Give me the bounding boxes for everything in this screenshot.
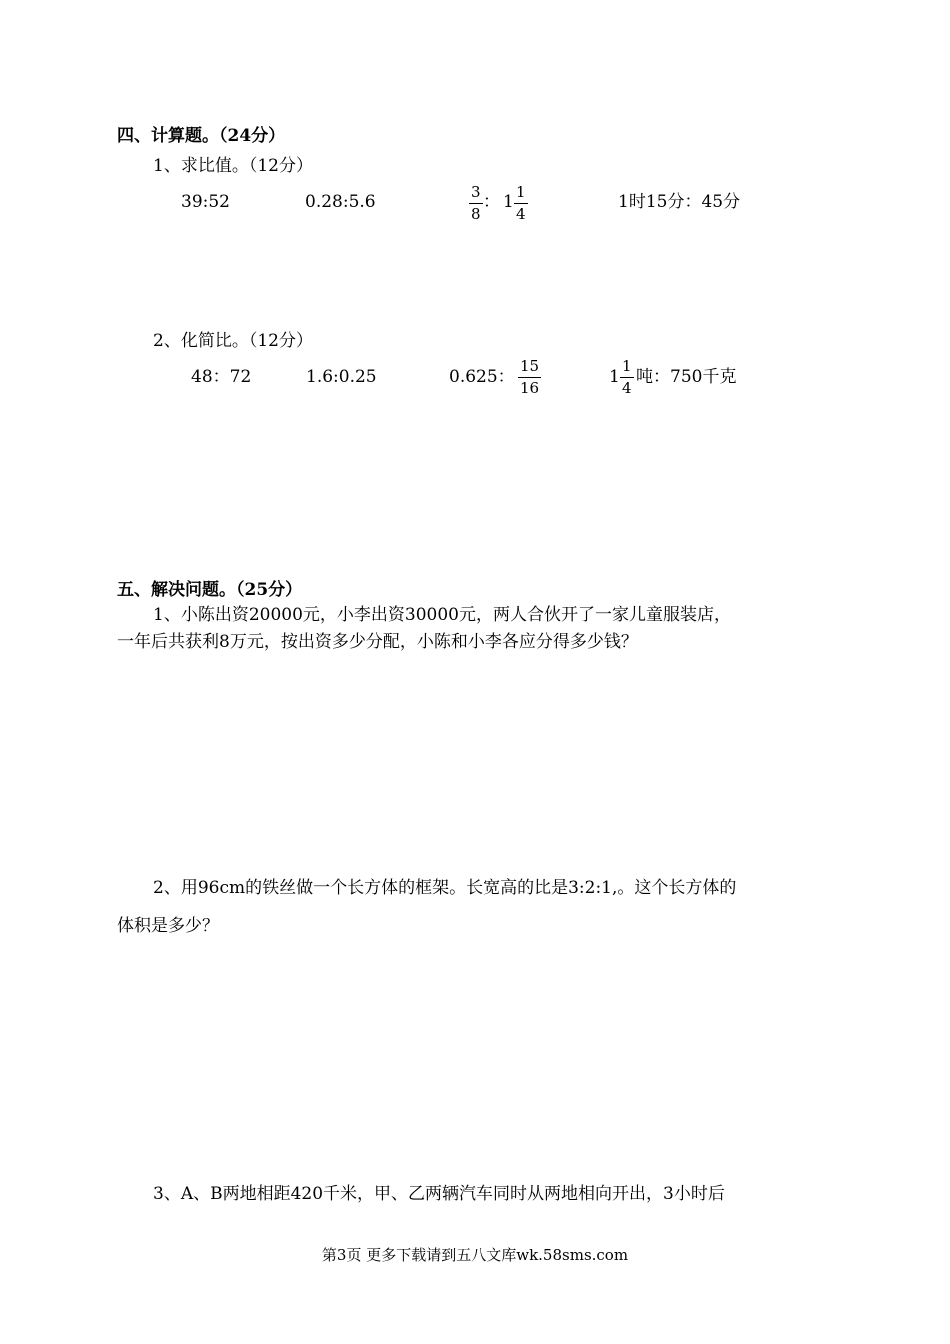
q2-item-d-whole: 1 (609, 367, 620, 387)
fraction-numerator: 1 (620, 359, 634, 378)
problem-1-line-1: 1、小陈出资20000元，小李出资30000元，两人合伙开了一家儿童服装店， (153, 605, 731, 625)
q1-item-d: 1时15分：45分 (618, 192, 741, 212)
q1-label: 1、求比值。（12分） (153, 156, 313, 176)
fraction-denominator: 8 (471, 205, 481, 223)
q1-item-c-whole: 1 (503, 192, 514, 212)
q2-item-c-prefix: 0.625： (449, 367, 515, 387)
q2-item-c-fraction (518, 359, 541, 396)
problem-2-line-1: 2、用96cm的铁丝做一个长方体的框架。长宽高的比是3:2:1,。这个长方体的 (153, 878, 737, 898)
q1-item-a: 39:52 (181, 192, 230, 212)
q2-item-d-fraction (620, 359, 634, 396)
fraction-denominator: 16 (520, 379, 540, 397)
fraction-numerator: 1 (514, 185, 528, 204)
q1-item-c-fraction-1 (469, 185, 483, 222)
fraction-denominator: 4 (516, 205, 526, 223)
q1-item-b: 0.28:5.6 (305, 192, 376, 212)
page-footer: 第3页 更多下载请到五八文库wk.58sms.com (321, 1246, 629, 1264)
problem-3-line-1: 3、A、B两地相距420千米，甲、乙两辆汽车同时从两地相向开出，3小时后 (153, 1184, 725, 1204)
fraction-numerator: 3 (469, 185, 483, 204)
q1-item-c-fraction-2 (514, 185, 528, 222)
problem-1-line-2: 一年后共获利8万元，按出资多少分配，小陈和小李各应分得多少钱？ (117, 632, 638, 652)
q1-item-c-separator: ： (483, 192, 500, 212)
section-5-title: 五、解决问题。（25分） (117, 580, 303, 600)
q2-item-a: 48：72 (191, 367, 252, 387)
q2-label: 2、化简比。（12分） (153, 331, 313, 351)
problem-2-line-2: 体积是多少？ (117, 916, 219, 936)
fraction-numerator: 15 (518, 359, 541, 378)
q2-item-b: 1.6:0.25 (306, 367, 377, 387)
section-4-title: 四、计算题。（24分） (117, 126, 286, 146)
q2-item-d-suffix: 吨：750千克 (636, 367, 737, 387)
fraction-denominator: 4 (622, 379, 632, 397)
